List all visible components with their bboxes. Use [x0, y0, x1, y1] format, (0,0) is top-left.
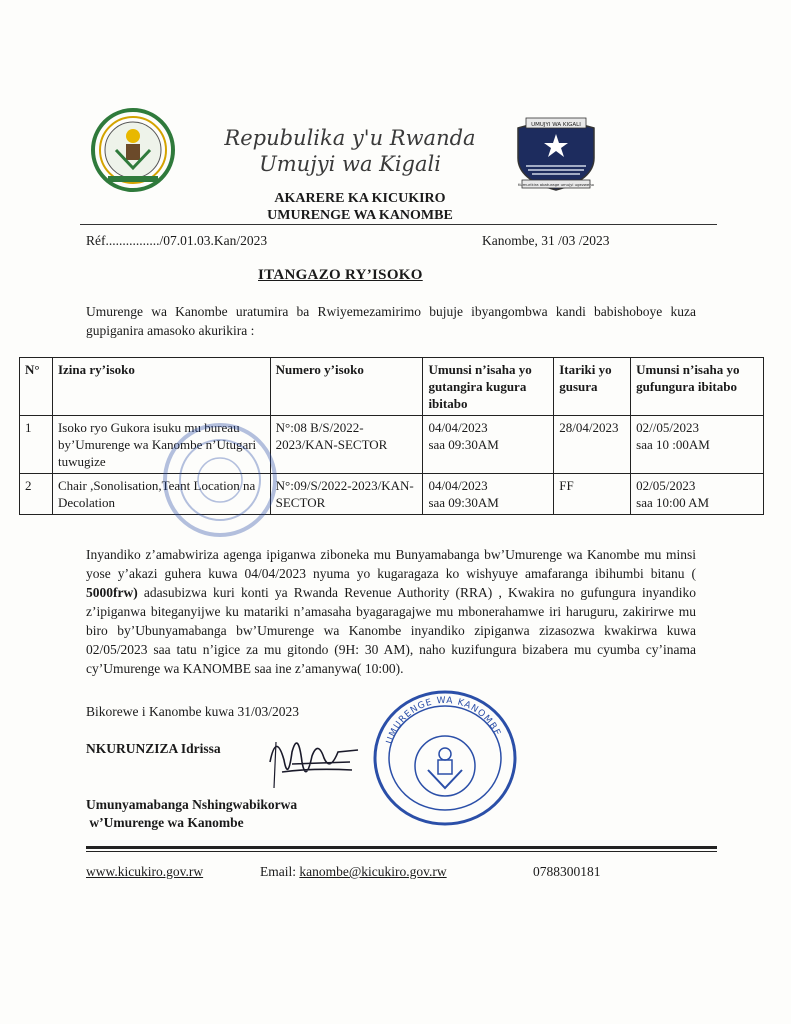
- sector-name: UMURENGE WA KANOMBE: [267, 208, 453, 223]
- document-date: Kanombe, 31 /03 /2023: [482, 233, 610, 248]
- cell-no: 2: [20, 474, 53, 515]
- cell-name: Isoko ryo Gukora isuku mu bureau by’Umurenge wa Kanombe n’Utugari tuwugize: [52, 416, 270, 474]
- table-header-row: [20, 358, 764, 416]
- signer-name: NKURUNZIZA Idrissa: [86, 741, 221, 756]
- sale-date: 04/04/2023: [428, 478, 488, 493]
- stamp-text: UMURENGE WA KANOMBE: [384, 695, 503, 746]
- footer-divider-thin: [86, 851, 717, 852]
- right-emblem-title: UMUJYI WA KIGALI: [531, 122, 581, 128]
- cell-sale: [423, 474, 554, 515]
- handwritten-signature: [262, 722, 372, 792]
- notice-title: ITANGAZO RY’ISOKO: [258, 267, 423, 283]
- signer-title: [86, 796, 297, 832]
- footer-email: [260, 864, 447, 880]
- sale-time: saa 09:30AM: [428, 437, 499, 452]
- official-stamp-faint: [160, 420, 280, 540]
- header-title: [205, 125, 495, 177]
- header-name: Izina ry’isoko: [52, 358, 270, 416]
- city-name: Umujyi wa Kigali: [259, 152, 441, 176]
- email-link[interactable]: kanombe@kicukiro.gov.rw: [299, 864, 447, 879]
- rwanda-coat-of-arms-logo: [88, 106, 178, 194]
- cell-opening: [631, 416, 764, 474]
- republic-name: Repubulika y'u Rwanda: [224, 126, 476, 150]
- opening-time: saa 10 :00AM: [636, 437, 710, 452]
- header-no: N°: [20, 358, 53, 416]
- table-row: [20, 416, 764, 474]
- header-opening-date: Umunsi n’isaha yo gufungura ibitabo: [631, 358, 764, 416]
- signer-title-line1: Umunyamabanga Nshingwabikorwa: [86, 797, 298, 812]
- reference-number: Réf................/07.01.03.Kan/2023: [86, 233, 268, 248]
- sale-time: saa 09:30AM: [428, 495, 499, 510]
- header-number: Numero y’isoko: [270, 358, 423, 416]
- cell-no: 1: [20, 416, 53, 474]
- instructions-paragraph: [86, 545, 696, 678]
- cell-number: N°:09/S/2022-2023/KAN-SECTOR: [270, 474, 423, 515]
- cell-visit: 28/04/2023: [554, 416, 631, 474]
- cell-visit: FF: [554, 474, 631, 515]
- opening-time: saa 10:00 AM: [636, 495, 710, 510]
- header-sale-date: Umunsi n’isaha yo gutangira kugura ibitabo: [423, 358, 554, 416]
- issuer-block: [230, 190, 490, 224]
- fee-amount: 5000frw): [86, 585, 138, 600]
- tenders-table: [19, 357, 764, 515]
- cell-name: Chair ,Sonolisation,Teant Location na Decolation: [52, 474, 270, 515]
- kigali-city-emblem: [508, 110, 604, 192]
- official-stamp: [370, 688, 520, 828]
- district-name: AKARERE KA KICUKIRO: [274, 191, 446, 206]
- footer-phone: 0788300181: [533, 864, 601, 879]
- right-emblem-motto: Kumurikira abaturage umujyi ugezweho: [518, 182, 594, 187]
- signed-at: Bikorewe i Kanombe kuwa 31/03/2023: [86, 704, 299, 719]
- instructions-text-1: Inyandiko z’amabwiriza agenga ipiganwa ziboneka mu Bunyamabanga bw’Umurenge wa Kanombe mu minsi yose y’akazi guhera kuwa 04/04/2023 nyuma yo kugaragaza ko wishyuye amafaranga ibihumbi bitanu (: [86, 547, 696, 581]
- sale-date: 04/04/2023: [428, 420, 488, 435]
- table-row: [20, 474, 764, 515]
- cell-opening: [631, 474, 764, 515]
- header-visit-date: Itariki yo gusura: [554, 358, 631, 416]
- cell-number: N°:08 B/S/2022-2023/KAN-SECTOR: [270, 416, 423, 474]
- signer-title-line2: w’Umurenge wa Kanombe: [86, 815, 244, 830]
- opening-date: 02//05/2023: [636, 420, 699, 435]
- cell-sale: [423, 416, 554, 474]
- opening-date: 02/05/2023: [636, 478, 696, 493]
- website-link[interactable]: www.kicukiro.gov.rw: [86, 864, 204, 879]
- instructions-text-2: adasubizwa kuri konti ya Rwanda Revenue Authority (RRA) , Kwakira no gufungura inyandiko z’ipiganwa biteganyijwe ku matariki n’amasaha byagaragajwe mu mbonerahamwe iri haruguru, zakirirwe mu biro by’Ubunyamabanga bw’Umurenge wa Kanombe inyandiko zipiganwa zizasozwa kwakirwa kuwa 02/05/2023 saa tatu n’igice za mu gitondo (9H: 30 AM), naho kuzifungura bizabera mu cyumba cy’inama cy’Umurenge wa KANOMBE saa ine z’amanywa( 10:00).: [86, 585, 696, 676]
- footer-divider-thick: [86, 846, 717, 849]
- intro-paragraph: Umurenge wa Kanombe uratumira ba Rwiyemezamirimo bujuje ibyangombwa kandi babishoboye kuza gupiganira amasoko akurikira :: [86, 304, 696, 338]
- email-label: Email:: [260, 864, 300, 879]
- header-divider: [80, 224, 717, 225]
- footer-website[interactable]: [86, 864, 203, 880]
